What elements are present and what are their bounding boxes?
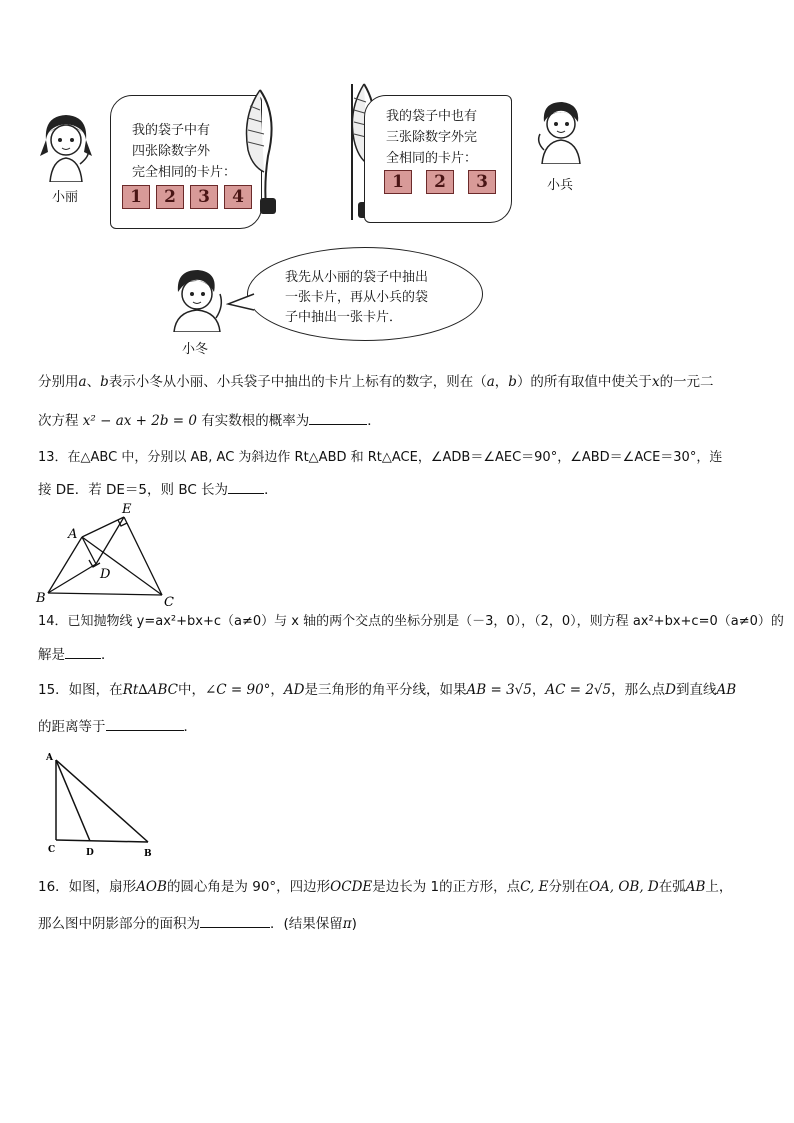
q12-end: ． bbox=[367, 413, 381, 429]
q12-sep: ， bbox=[494, 374, 509, 390]
q13-line-1: 13．在△ABC 中，分别以 AB, AC 为斜边作 Rt△ABD 和 Rt△ACE，∠ADB＝∠AEC＝90°，∠ABD＝∠ACE＝30°，连 bbox=[38, 450, 723, 465]
label-e: E bbox=[122, 502, 132, 517]
answer-blank[interactable] bbox=[65, 644, 101, 659]
var-x: x bbox=[651, 374, 660, 390]
q16-ce: C, E bbox=[520, 879, 549, 895]
q15-line-1 bbox=[38, 680, 736, 700]
card-2: 2 bbox=[426, 170, 454, 194]
label-a: A bbox=[46, 753, 53, 763]
q15-sep: ， bbox=[270, 682, 284, 698]
q12-text: 次方程 bbox=[38, 413, 79, 429]
q16-ab: AB bbox=[685, 879, 706, 895]
q14-line-2 bbox=[38, 644, 115, 665]
q12-text: ）的所有取值中使关于 bbox=[516, 374, 652, 390]
answer-blank[interactable] bbox=[309, 410, 367, 425]
q15-end: ． bbox=[183, 719, 197, 735]
label-c: C bbox=[48, 845, 56, 855]
q15-ab2: AB bbox=[716, 682, 737, 698]
label-b: B bbox=[36, 591, 46, 606]
q14-line-1: 14．已知抛物线 y=ax²+bx+c（a≠0）与 x 轴的两个交点的坐标分别是（－3，0），（2，0），则方程 ax²+bx+c=0（a≠0）的 bbox=[38, 614, 784, 629]
q13-figure bbox=[34, 500, 184, 610]
q16-oa: OA, OB, D bbox=[588, 879, 659, 895]
q16-text: ) bbox=[351, 916, 357, 932]
q15-text: 15．如图，在 bbox=[38, 682, 123, 698]
q15-sep: ， bbox=[531, 682, 546, 698]
q16-text: 分别在 bbox=[548, 879, 589, 895]
answer-blank[interactable] bbox=[106, 716, 184, 731]
q16-ocde: OCDE bbox=[330, 879, 373, 895]
speech-bubble-text bbox=[285, 268, 428, 328]
label-c: C bbox=[164, 595, 174, 610]
q15-ac: AC = 2√5 bbox=[545, 682, 612, 698]
q15-triangle: Rt∆ABC bbox=[122, 682, 178, 698]
xiaobing-cards bbox=[384, 170, 502, 194]
q16-text: 那么图中阴影部分的面积为 bbox=[38, 916, 200, 932]
q15-angle: ∠C = 90° bbox=[204, 682, 271, 698]
label-b: B bbox=[144, 849, 152, 859]
q16-aob: AOB bbox=[136, 879, 167, 895]
q15-ab: AB = 3√5 bbox=[466, 682, 532, 698]
xiaoli-portrait bbox=[36, 110, 96, 182]
q16-text: 在弧 bbox=[658, 879, 686, 895]
bubble-line-3: 子中抽出一张卡片． bbox=[285, 310, 403, 325]
label-d: D bbox=[86, 848, 94, 858]
card-1: 1 bbox=[122, 185, 150, 209]
xiaobing-scroll-line-2: 三张除数字外完 bbox=[386, 130, 478, 145]
q12-text: 分别用 bbox=[38, 374, 79, 390]
q15-figure bbox=[40, 750, 160, 862]
q15-text: 到直线 bbox=[675, 682, 717, 698]
xiaoli-scroll-line-2: 四张除数字外 bbox=[132, 144, 211, 159]
q16-pi: π bbox=[342, 916, 352, 932]
speech-bubble-tail bbox=[226, 292, 256, 314]
var-a: a bbox=[486, 374, 495, 390]
xiaobing-portrait bbox=[530, 98, 590, 164]
answer-blank[interactable] bbox=[228, 479, 264, 494]
q14-text: 解是 bbox=[38, 647, 65, 663]
q13-text: 接 DE．若 DE＝5，则 BC 长为 bbox=[38, 482, 229, 498]
bubble-line-1: 我先从小丽的袋子中抽出 bbox=[285, 270, 429, 285]
q12-line-1 bbox=[38, 372, 714, 392]
q15-ad: AD bbox=[283, 682, 305, 698]
xiaobing-scroll-line-1: 我的袋子中也有 bbox=[386, 109, 478, 124]
q12-text: 有实数根的概率为 bbox=[201, 413, 310, 429]
bubble-line-2: 一张卡片，再从小兵的袋 bbox=[285, 290, 429, 305]
xiaobing-scroll-line-3: 全相同的卡片： bbox=[386, 151, 478, 166]
card-3: 3 bbox=[190, 185, 218, 209]
q15-text: 中， bbox=[177, 682, 205, 698]
xiaoli-scroll-line-3: 完全相同的卡片： bbox=[132, 165, 237, 180]
card-2: 2 bbox=[156, 185, 184, 209]
q12-line-2 bbox=[38, 410, 381, 431]
xiaobing-scroll-text bbox=[386, 106, 477, 169]
q15-text: 是三角形的角平分线，如果 bbox=[304, 682, 467, 698]
var-b: b bbox=[508, 374, 517, 390]
xiaodong-portrait bbox=[164, 266, 228, 332]
q15-text: 的距离等于 bbox=[38, 719, 106, 735]
q12-text: 表示小冬从小丽、小兵袋子中抽出的卡片上标有的数字，则在（ bbox=[108, 374, 487, 390]
q16-text: 的圆心角是为 90°，四边形 bbox=[166, 879, 331, 895]
xiaoli-cards bbox=[122, 185, 258, 209]
q16-text: 是边长为 1的正方形，点 bbox=[372, 879, 521, 895]
name-xiaobing: 小兵 bbox=[547, 178, 574, 193]
q13-line-2 bbox=[38, 479, 278, 500]
q13-end: ． bbox=[264, 482, 278, 498]
q12-equation: x² − ax + 2b = 0 bbox=[82, 413, 197, 429]
label-d: D bbox=[100, 567, 111, 582]
answer-blank[interactable] bbox=[200, 913, 270, 928]
q16-text: ．(结果保留 bbox=[270, 916, 343, 932]
var-a: a bbox=[78, 374, 87, 390]
q15-text: ，那么点 bbox=[611, 682, 666, 698]
xiaoli-scroll-text bbox=[132, 120, 236, 183]
card-1: 1 bbox=[384, 170, 412, 194]
q12-text: 的一元二 bbox=[659, 374, 714, 390]
q15-d: D bbox=[665, 682, 676, 698]
q16-text: 16．如图，扇形 bbox=[38, 879, 137, 895]
q12-sep: 、 bbox=[86, 374, 101, 390]
q16-text: 上， bbox=[705, 879, 733, 895]
card-3: 3 bbox=[468, 170, 496, 194]
name-xiaodong: 小冬 bbox=[182, 342, 209, 357]
var-b: b bbox=[100, 374, 109, 390]
name-xiaoli: 小丽 bbox=[52, 190, 79, 205]
q16-line-1 bbox=[38, 877, 732, 897]
q16-line-2 bbox=[38, 913, 357, 934]
q14-end: ． bbox=[101, 647, 115, 663]
label-a: A bbox=[68, 527, 78, 542]
xiaoli-scroll-line-1: 我的袋子中有 bbox=[132, 123, 211, 138]
card-4: 4 bbox=[224, 185, 252, 209]
q15-line-2 bbox=[38, 716, 197, 737]
